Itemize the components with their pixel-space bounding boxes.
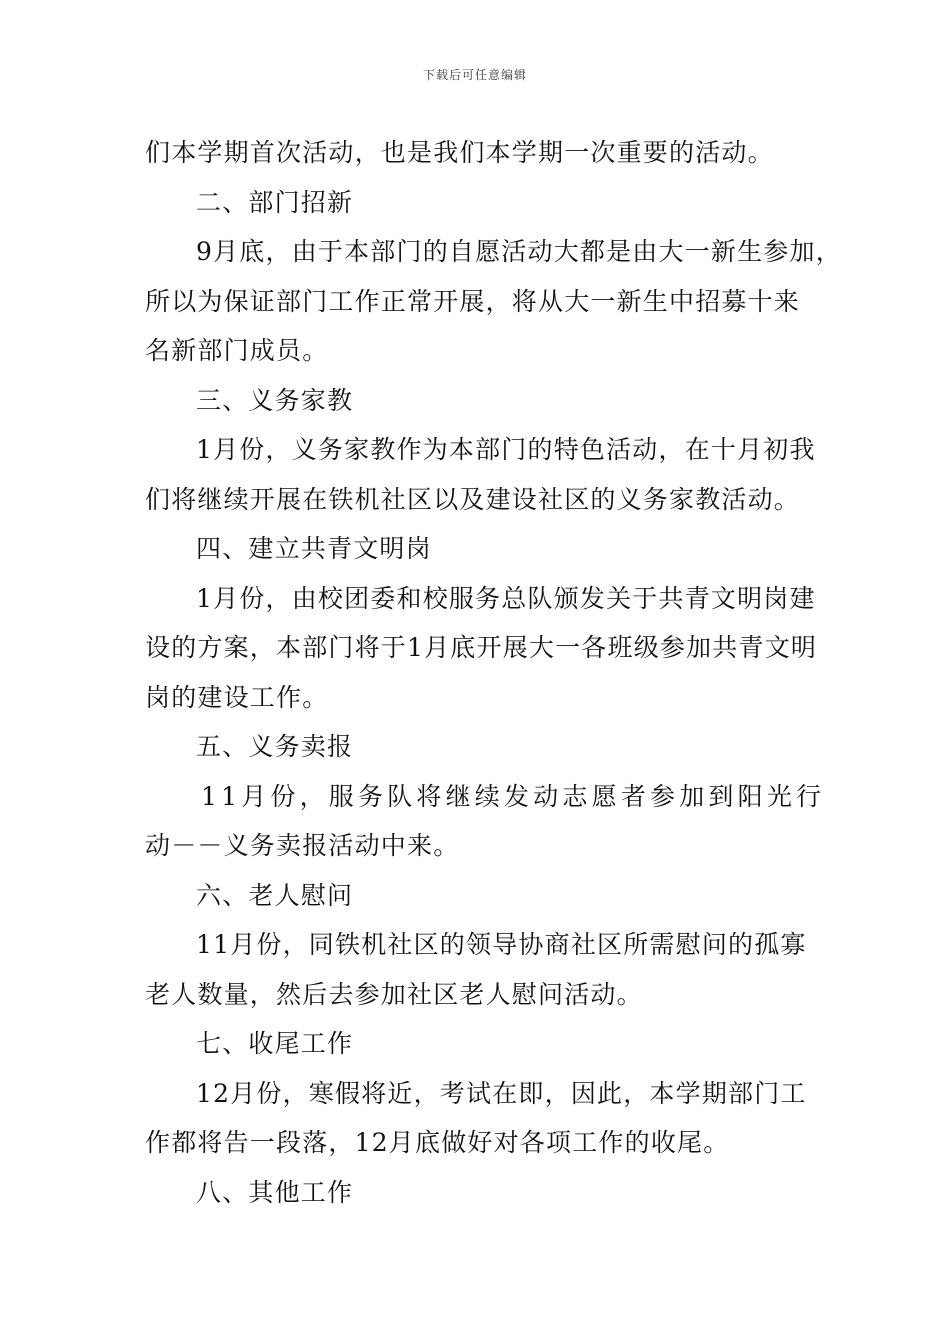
section-heading-civilization-post: 四、建立共青文明岗: [196, 534, 432, 563]
paragraph-line: 作都将告一段落，12月底做好对各项工作的收尾。: [145, 1128, 730, 1157]
paragraph-line: 11月份，服务队将继续发动志愿者参加到阳光行: [201, 781, 826, 811]
paragraph-line: 9月底，由于本部门的自愿活动大都是由大一新生参加，: [196, 237, 842, 266]
paragraph-line: 12月份，寒假将近，考试在即，因此，本学期部门工: [196, 1078, 807, 1108]
section-heading-recruitment: 二、部门招新: [196, 187, 354, 217]
paragraph-line: 11月份，同铁机社区的领导协商社区所需慰问的孤寡: [196, 930, 807, 959]
section-heading-newspaper: 五、义务卖报: [196, 732, 354, 761]
paragraph-line: 老人数量，然后去参加社区老人慰问活动。: [145, 979, 643, 1009]
paragraph-line: 岗的建设工作。: [145, 682, 329, 712]
paragraph-line: 1月份，义务家教作为本部门的特色活动，在十月初我: [196, 435, 816, 464]
section-heading-elderly-visit: 六、老人慰问: [196, 880, 354, 910]
section-heading-wrap-up: 七、收尾工作: [196, 1029, 354, 1058]
section-heading-tutoring: 三、义务家教: [196, 385, 354, 415]
document-body: [145, 128, 842, 1217]
paragraph-line: 设的方案，本部门将于1月底开展大一各班级参加共青文明: [145, 633, 818, 662]
paragraph-line: 动－－义务卖报活动中来。: [145, 831, 460, 860]
paragraph-line: 们本学期首次活动，也是我们本学期一次重要的活动。: [145, 138, 774, 167]
paragraph-line: 1月份，由校团委和校服务总队颁发关于共青文明岗建: [196, 583, 816, 613]
paragraph-line: 们将继续开展在铁机社区以及建设社区的义务家教活动。: [145, 484, 801, 514]
page-header-note: 下载后可任意编辑: [422, 68, 527, 82]
paragraph-line: 名新部门成员。: [145, 336, 329, 365]
paragraph-line: 所以为保证部门工作正常开展，将从大一新生中招募十来: [145, 286, 801, 316]
section-heading-other-work: 八、其他工作: [196, 1177, 354, 1207]
